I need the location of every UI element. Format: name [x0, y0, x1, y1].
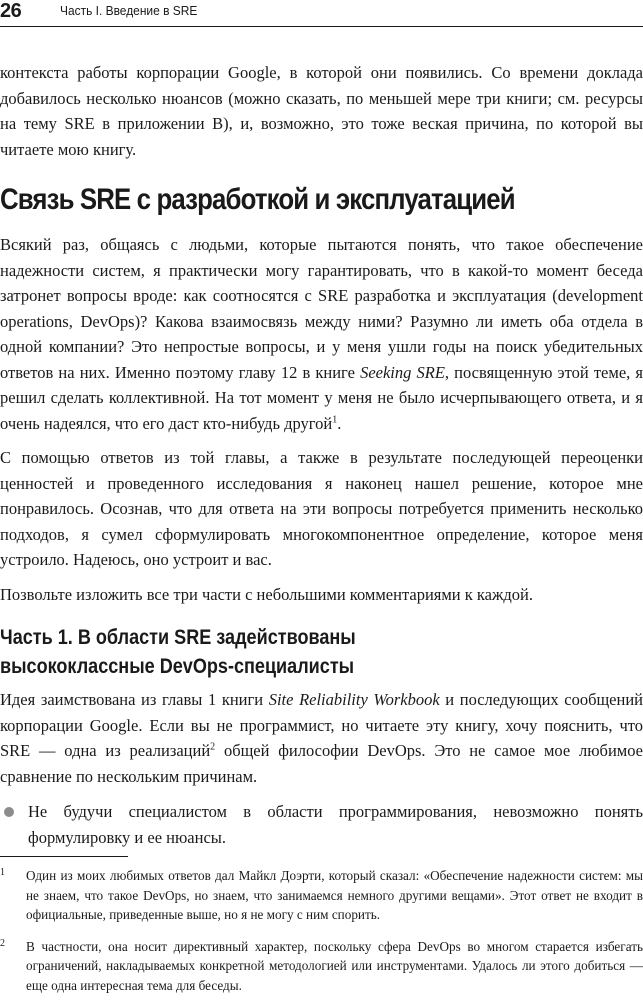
footnote-1 — [0, 866, 643, 925]
section-title: Связь SRE с разработкой и эксплуатацией — [0, 183, 515, 216]
paragraph-1-end: . — [337, 413, 342, 433]
header-rule — [0, 26, 643, 27]
book-title-seeking-sre: Seeking SRE — [360, 362, 445, 382]
paragraph-1-text: Всякий раз, общаясь с людьми, которые пытаются понять, что такое обеспечение надежности систем, я практически могу гарантировать, что в какой-то момент беседа затронет вопросы вроде: как соотносятся с SRE разработка и эксплуатация (development operations, DevOps)? Какова взаимосвязь между ними? Разумно ли иметь оба отдела в одной компании? Это непростые вопросы, и у меня ушли годы на поиск убедительных ответов на них. Именно поэтому главу 12 в книге — [0, 235, 643, 382]
footnote-mark-1: 1 — [0, 867, 5, 878]
subsection-title-line-1: Часть 1. В области SRE задействованы — [0, 626, 356, 649]
paragraph-4-end: общей философии DevOps. Это не самое мое любимое сравнение по нескольким причинам. — [0, 741, 643, 786]
intro-paragraph: контекста работы корпорации Google, в которой они появились. Со времени доклада добавилось несколько нюансов (можно сказать, по меньшей мере три книги; см. ресурсы на тему SRE в приложении В), и, возможно, это тоже веская причина, по которой вы читаете мою книгу. — [0, 63, 643, 159]
running-head: Часть I. Введение в SRE — [60, 3, 198, 18]
paragraph-4 — [0, 687, 643, 789]
list-item — [0, 799, 643, 850]
paragraph-4-text: Идея заимствована из главы 1 книги — [0, 690, 269, 709]
paragraph-2: С помощью ответов из той главы, а также в результате последующей переоценки ценностей и проведенного исследования я наконец нашел решение, которое мне понравилось. Осознав, что для ответа на эти вопросы потребуется применить несколько подходов, я сумел сформулировать многокомпонентное определение, которое меня устроило. Надеюсь, оно устроит и вас. — [0, 448, 643, 569]
bullet-dot-icon — [4, 807, 14, 817]
footnote-mark-2: 2 — [0, 937, 5, 949]
bullet-text: Не будучи специалистом в области программирования, невозможно понять формулировку и ее нюансы. — [28, 802, 643, 847]
footnote-2 — [0, 937, 643, 996]
footnote-text-1: Один из моих любимых ответов дал Майкл Доэрти, который сказал: «Обеспечение надежности систем: мы не знаем, что такое DevOps, но знаем, что занимаемся немного другими вещами». Этот ответ не входит в официальные, приведенные выше, но я не могу с ним спорить. — [26, 868, 643, 922]
paragraph-1 — [0, 232, 643, 436]
paragraph-4-text-cont: и последующих сообщений корпорации Google. Если вы не программист, но читаете эту книгу, хочу пояснить, что SRE — одна из реализаций — [0, 690, 643, 760]
page-number: 26 — [0, 0, 22, 22]
page-header — [0, 0, 643, 28]
bullet-list — [0, 799, 643, 850]
subsection-title — [0, 623, 553, 681]
subsection-title-line-2: высококлассные DevOps-специалисты — [0, 655, 355, 678]
paragraph-3: Позвольте изложить все три части с небольшими комментариями к каждой. — [0, 584, 533, 604]
paragraph-1-text-cont: , посвященную этой теме, я решил сделать коллективной. На тот момент у меня не было исчерпывающего ответа, и я очень надеялся, что его даст кто-нибудь другой — [0, 362, 643, 433]
footnotes — [0, 866, 643, 1007]
footnote-ref-2: 2 — [210, 741, 216, 753]
footnote-rule — [0, 856, 128, 857]
book-title-site-reliability-workbook: Site Reliability Workbook — [268, 690, 440, 709]
footnote-text-2: В частности, она носит директивный характер, поскольку сфера DevOps во многом старается избегать ограничений, накладываемых конкретной методологией или инструментами. Удалось ли этого добиться — еще одна интересная тема для беседы. — [26, 938, 643, 993]
page-content — [0, 60, 643, 850]
footnote-ref-1: 1 — [332, 414, 338, 425]
